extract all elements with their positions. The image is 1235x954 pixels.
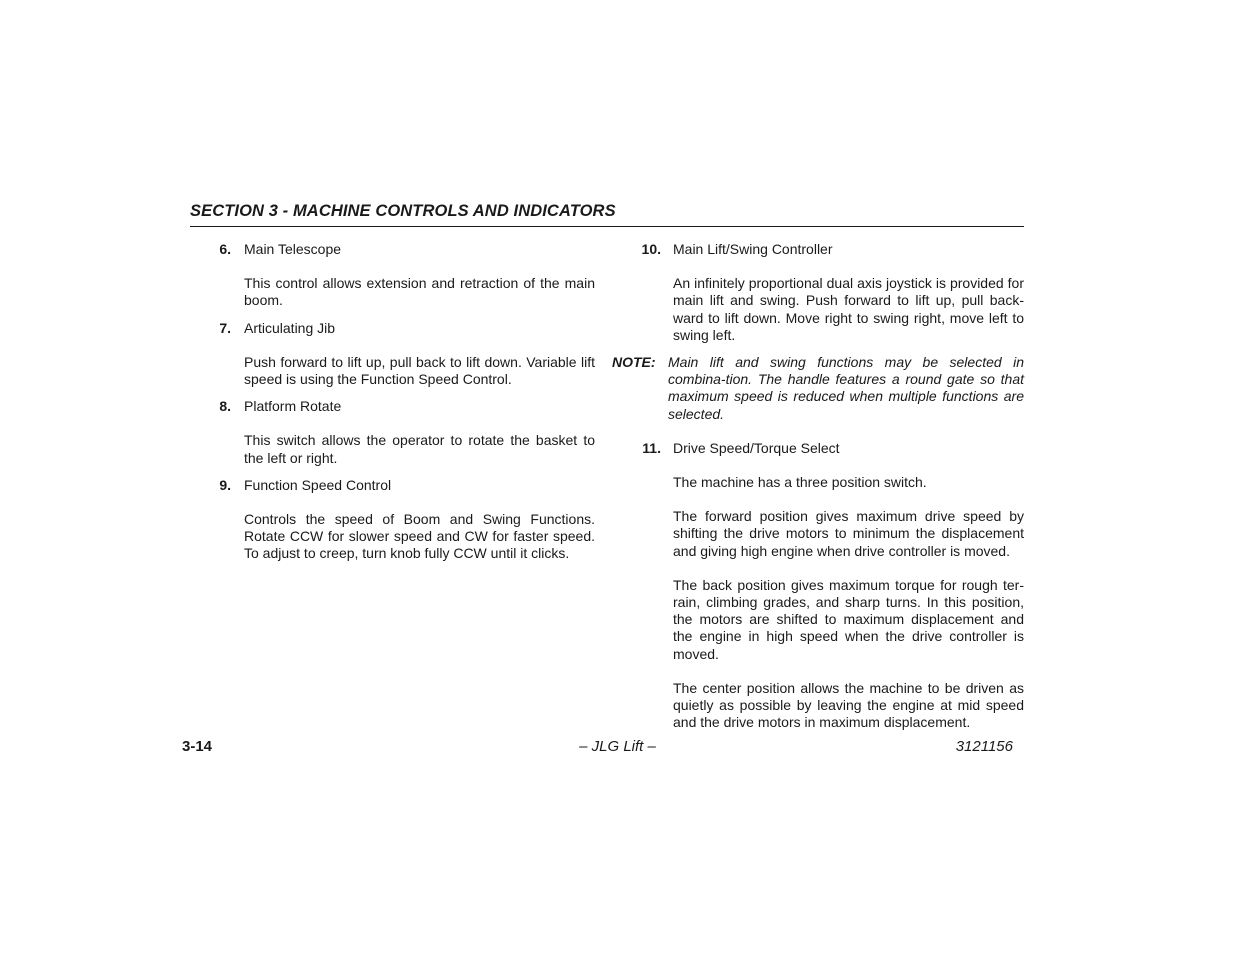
control-item-7 [190, 320, 595, 389]
footer-title: – JLG Lift – [579, 738, 656, 755]
item-title: Main Telescope [244, 241, 342, 257]
item-description: The back position gives maximum torque for rough ter-rain, climbing grades, and sharp turns. In this position, the motors are shifted to maximum displacement and the engine in high speed when the drive controller is moved. [673, 576, 1024, 662]
document-number: 3121156 [955, 738, 1013, 755]
header-rule [190, 226, 1024, 227]
control-item-11 [612, 440, 1024, 732]
item-number: 10. [641, 241, 661, 257]
left-column [190, 241, 595, 573]
item-description: The center position allows the machine to be driven as quietly as possible by leaving the engine at mid speed and the drive motors in maximum displacement. [673, 679, 1024, 731]
item-title: Drive Speed/Torque Select [673, 439, 840, 456]
control-item-6 [190, 241, 595, 310]
item-number: 6. [219, 241, 231, 257]
item-description: An infinitely proportional dual axis joystick is provided for main lift and swing. Push forward to lift up, pull back-ward to lift down. Move right to swing right, move left to swing left. [673, 275, 1024, 343]
item-title: Function Speed Control [244, 476, 392, 493]
control-item-10 [612, 241, 1024, 344]
note-block [612, 354, 1024, 423]
right-column [612, 241, 1024, 741]
item-number: 9. [219, 476, 231, 493]
section-title: SECTION 3 - MACHINE CONTROLS AND INDICATORS [190, 202, 616, 220]
item-description: The machine has a three position switch. [673, 474, 927, 491]
item-title: Articulating Jib [244, 319, 336, 336]
control-item-8 [190, 398, 595, 467]
item-number: 11. [642, 439, 661, 456]
item-description: Push forward to lift up, pull back to lift down. Variable lift speed is using the Function Speed Control. [244, 353, 595, 388]
item-title: Platform Rotate [244, 398, 342, 415]
page-number: 3-14 [182, 738, 213, 755]
item-number: 7. [219, 319, 231, 336]
control-item-9 [190, 477, 595, 563]
item-title: Main Lift/Swing Controller [673, 241, 833, 257]
item-description: The forward position gives maximum drive speed by shifting the drive motors to minimum the displacement and giving high engine when drive controller is moved. [673, 508, 1024, 559]
note-label: NOTE: [612, 354, 656, 371]
note-text: Main lift and swing functions may be selected in combina-tion. The handle features a round gate so that maximum speed is reduced when multiple functions are selected. [668, 354, 1024, 422]
item-description: This switch allows the operator to rotate the basket to the left or right. [244, 432, 595, 466]
item-description: This control allows extension and retraction of the main boom. [244, 275, 595, 309]
item-description: Controls the speed of Boom and Swing Functions. Rotate CCW for slower speed and CW for faster speed. To adjust to creep, turn knob fully CCW until it clicks. [244, 511, 595, 562]
item-number: 8. [219, 398, 231, 415]
